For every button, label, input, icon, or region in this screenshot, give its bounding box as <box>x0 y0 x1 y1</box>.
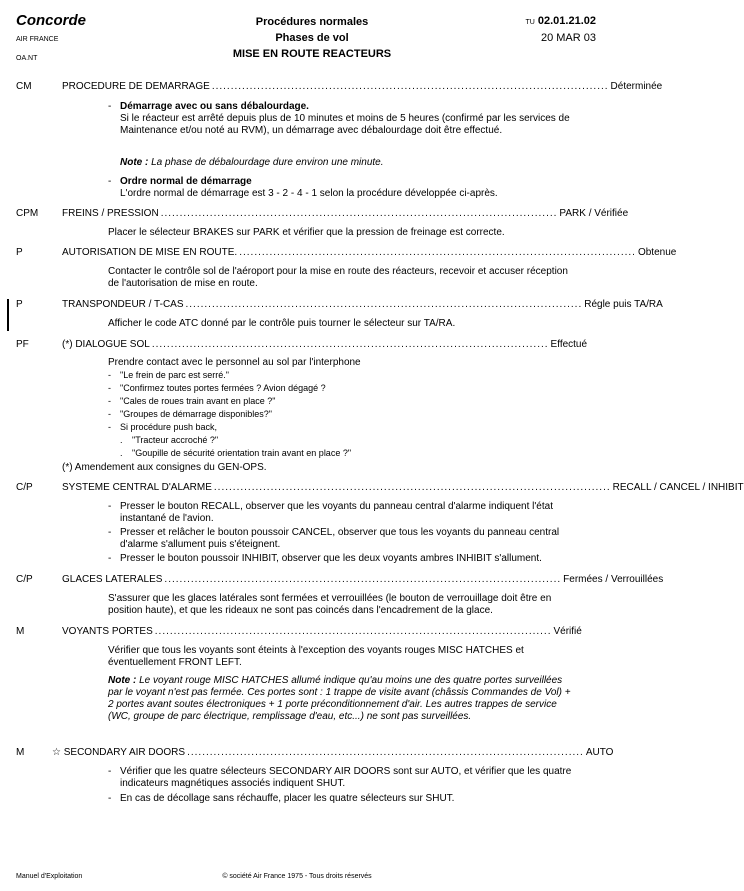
checklist-row: P TRANSPONDEUR / T-CAS ......................................................................................................... Régle puis TA/RA <box>16 299 663 310</box>
crew-role: C/P <box>16 482 33 493</box>
airline-name: AIR FRANCE <box>16 36 59 43</box>
item-value: PARK / Vérifiée <box>559 208 629 219</box>
crew-role: P <box>16 247 23 258</box>
crew-role: M <box>16 626 25 637</box>
item-value: Vérifié <box>553 626 582 637</box>
item-label: AUTORISATION DE MISE EN ROUTE. <box>62 247 238 258</box>
brand-name: Concorde <box>16 12 87 29</box>
bullet-title: Démarrage avec ou sans débalourdage. <box>120 101 309 112</box>
checklist-row: CM PROCEDURE DE DEMARRAGE ......................................................................................................... Déterminée <box>16 81 663 92</box>
crew-role: CM <box>16 81 32 92</box>
bullet-item: - Démarrage avec ou sans débalourdage. Si le réacteur est arrêté depuis plus de 10 minutes et moins de 5 heures (confirmé par les services de Maintenance et/ou noté au RVM), un démarrage avec débalourdage doit être effectué. <box>108 101 580 137</box>
amendment-note: (*) Amendement aux consignes du GEN-OPS. <box>62 462 267 473</box>
item-label: ☆ SECONDARY AIR DOORS <box>52 747 186 758</box>
page-title-line2: Phases de vol <box>275 32 349 44</box>
ref-number: 02.01.21.02 <box>537 15 596 27</box>
crew-role: CPM <box>16 208 39 219</box>
item-value: Obtenue <box>637 247 677 258</box>
ref-prefix: TU <box>525 19 535 26</box>
list-item: - Si procédure push back, <box>108 422 218 432</box>
checklist-row: C/P SYSTEME CENTRAL D'ALARME ......................................................................................................... RECALL / CANCEL / INHIBIT <box>16 482 744 493</box>
checklist-row: C/P GLACES LATERALES ......................................................................................................... Fermées / Verrouillées <box>16 574 664 585</box>
note-label: Note : <box>120 157 149 168</box>
revision-date: 20 MAR 03 <box>540 32 596 44</box>
crew-role: C/P <box>16 574 33 585</box>
checklist-row: M VOYANTS PORTES ......................................................................................................... Vérifié <box>16 626 582 637</box>
bullet-text: Si le réacteur est arrêté depuis plus de 10 minutes et moins de 5 heures (confirmé par les services de Maintenance et/ou noté au RVM), un démarrage avec débalourdage doit être effectué. <box>120 113 570 136</box>
note-text: La phase de débalourdage dure environ une minute. <box>151 157 384 168</box>
item-value: Régle puis TA/RA <box>584 299 663 310</box>
footer-copyright: © société Air France 1975 - Tous droits réservés <box>222 873 372 880</box>
bullet-text: L'ordre normal de démarrage est 3 - 2 - 4 - 1 selon la procédure développée ci-après. <box>120 188 498 199</box>
item-value: RECALL / CANCEL / INHIBIT <box>612 482 744 493</box>
item-label: (*) DIALOGUE SOL <box>62 339 150 350</box>
list-item: - "Confirmez toutes portes fermées ? Avion dégagé ? <box>108 383 326 393</box>
crew-role: P <box>16 299 23 310</box>
item-label: SYSTEME CENTRAL D'ALARME <box>62 482 212 493</box>
footer-manual: Manuel d'Exploitation <box>16 873 83 880</box>
note-label: Note : <box>108 675 137 686</box>
revision-bar <box>7 299 9 331</box>
crew-role: PF <box>16 339 29 350</box>
list-item: - Presser et relâcher le bouton poussoir CANCEL, observer que tous les voyants du panneau central d'alarme s'allument puis s'éteignent. <box>108 527 560 550</box>
note-text: Le voyant rouge MISC HATCHES allumé indique qu'au moins une des quatre portes surveillées par le voyant n'est pas fermée. Ces portes sont : 1 trappe de visite avant (châssis Commandes de Vol) + 2 portes avant soutes électroniques + 1 porte préconditionnement d'air. Les autres trappes de service (WC, groupe de parc électrique, remplissage d'eau, etc...) ne sont pas surveillées. <box>108 675 571 722</box>
checklist-row: PF (*) DIALOGUE SOL ......................................................................................................... Effectué <box>16 339 588 350</box>
item-description: S'assurer que les glaces latérales sont fermées et verrouillées (le bouton de verrouillage doit être en position haute), et que les rideaux ne sont pas coincés dans l'encadrement de la glace. <box>108 593 552 616</box>
item-label: FREINS / PRESSION <box>62 208 159 219</box>
checklist-row: P AUTORISATION DE MISE EN ROUTE. ......................................................................................................... Obtenue <box>16 247 677 258</box>
item-label: GLACES LATERALES <box>62 574 163 585</box>
item-value: Effectué <box>550 339 588 350</box>
item-value: AUTO <box>585 747 614 758</box>
checklist-row: M ☆ SECONDARY AIR DOORS ......................................................................................................... AUTO <box>16 747 614 758</box>
page-reference <box>526 15 596 27</box>
item-description: Contacter le contrôle sol de l'aéroport pour la mise en route des réacteurs, recevoir et accuser réception de l'autorisation de mise en route. <box>108 266 568 289</box>
item-label: VOYANTS PORTES <box>62 626 153 637</box>
item-description: Afficher le code ATC donné par le contrôle puis tourner le sélecteur sur TA/RA. <box>108 318 456 329</box>
page-title-line3: MISE EN ROUTE REACTEURS <box>232 48 392 60</box>
checklist-row: CPM FREINS / PRESSION ......................................................................................................... PARK / Vérifiée <box>16 208 629 219</box>
list-item: - "Groupes de démarrage disponibles?" <box>108 409 272 419</box>
bullet-item: - Ordre normal de démarrage L'ordre normal de démarrage est 3 - 2 - 4 - 1 selon la procédure développée ci-après. <box>108 176 580 200</box>
item-value: Fermées / Verrouillées <box>563 574 664 585</box>
crew-role: M <box>16 747 25 758</box>
list-item: - "Le frein de parc est serré." <box>108 370 229 380</box>
list-item: - Vérifier que les quatre sélecteurs SECONDARY AIR DOORS sont sur AUTO, et vérifier que les quatre indicateurs magnétiques associés indiquent SHUT. <box>108 766 572 789</box>
item-description: Vérifier que tous les voyants sont éteints à l'exception des voyants rouges MISC HATCHES et éventuellement FRONT LEFT. <box>108 645 524 668</box>
note <box>108 675 578 723</box>
doc-code: OA.NT <box>16 55 38 62</box>
page-title-line1: Procédures normales <box>255 16 369 28</box>
list-item: - En cas de décollage sans réchauffe, placer les quatre sélecteurs sur SHUT. <box>108 793 455 804</box>
item-value: Déterminée <box>610 81 663 92</box>
list-item: - Presser le bouton poussoir INHIBIT, observer que les deux voyants ambres INHIBIT s'allument. <box>108 553 542 564</box>
item-description: Prendre contact avec le personnel au sol par l'interphone <box>108 357 361 368</box>
item-label: TRANSPONDEUR / T-CAS <box>62 299 184 310</box>
sub-list-item: . "Goupille de sécurité orientation train avant en place ?" <box>120 448 352 458</box>
list-item: - "Cales de roues train avant en place ?" <box>108 396 276 406</box>
sub-list-item: . "Tracteur accroché ?" <box>120 435 219 445</box>
bullet-title: Ordre normal de démarrage <box>120 176 252 187</box>
list-item: - Presser le bouton RECALL, observer que les voyants du panneau central d'alarme indiquent l'état instantané de l'avion. <box>108 501 553 524</box>
item-description: Placer le sélecteur BRAKES sur PARK et vérifier que la pression de freinage est correcte. <box>108 227 505 238</box>
item-label: PROCEDURE DE DEMARRAGE <box>62 81 210 92</box>
note <box>120 157 590 169</box>
